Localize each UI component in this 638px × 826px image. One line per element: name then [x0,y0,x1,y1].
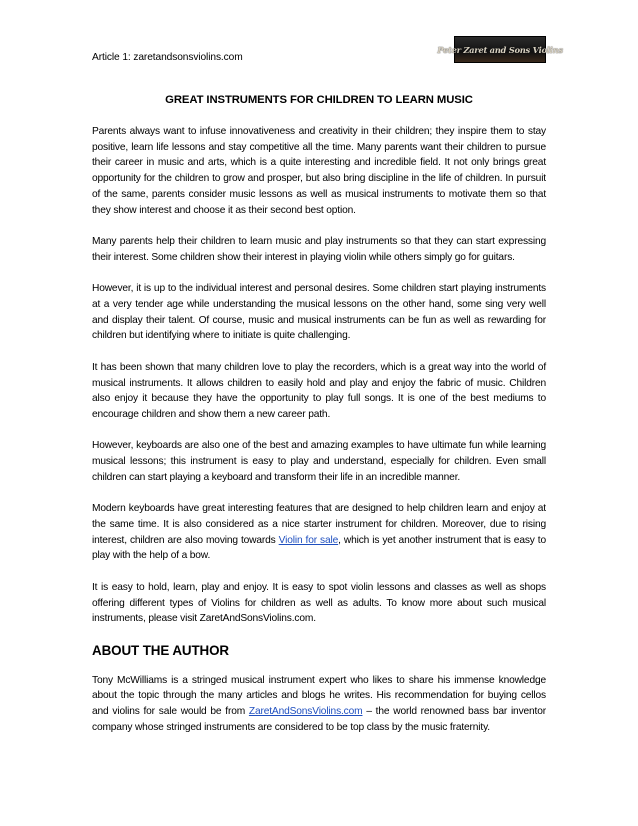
zaret-site-link[interactable]: ZaretAndSonsViolins.com [248,705,363,717]
page-header [92,36,563,68]
paragraph: Many parents help their children to learn music and play instruments so that they can start expressing their interest. Some children show their interest in playing violin while others simply go for guitars. [92,236,546,263]
author-heading: ABOUT THE AUTHOR [92,642,230,658]
paragraph-text: , which is yet another instrument that is easy to play with the help of a bow. [92,534,546,562]
logo-text: Peter Zaret and Sons Violins [437,44,563,55]
paragraph [92,501,546,564]
paragraph: However, keyboards are also one of the best and amazing examples to have ultimate fun while learning musical lessons; this instrument is easy to play and understand, especially for children. Even small children can start playing a keyboard and transform their life in an incredible manner. [92,440,546,483]
paragraph-text: Modern keyboards have great interesting features that are designed to help children learn and enjoy at the same time. It is also considered as a nice starter instrument for children. Moreover, due to rising interest, children are also moving towards [92,503,546,546]
paragraph-text: – the world renowned bass bar inventor company whose stringed instruments are considered to be top class by the music fraternity. [92,705,546,733]
author-bio [92,673,546,736]
article-title: GREAT INSTRUMENTS FOR CHILDREN TO LEARN MUSIC [165,94,473,106]
brand-logo [437,36,563,63]
violin-for-sale-link[interactable]: Violin for sale [278,534,339,546]
article-body [92,124,546,751]
paragraph: It has been shown that many children love to play the recorders, which is a great way into the world of musical instruments. It allows children to easily hold and play and enjoy the fabric of music. Children also enjoy it because they have the opportunity to play full songs. It is one of the best mediums to encourage children and show them a new career path. [92,361,546,420]
paragraph: Parents always want to infuse innovativeness and creativity in their children; they inspire them to stay positive, learn life lessons and stay competitive all the time. Many parents want their children to pursue their career in music and arts, which is a quite interesting and incredible field. It not only brings great opportunity for the children to grow and prosper, but also bring discipline in the life of children. In pursuit of the same, parents consider music lessons as well as musical instruments to motivate them so that they show interest and choose it as their second best option. [92,126,546,216]
article-label: Article 1: zaretandsonsviolins.com [92,52,243,63]
paragraph-text: Tony McWilliams is a stringed musical instrument expert who likes to share his immense knowledge about the topic through the many articles and blogs he writes. His recommendation for buying cellos and violins for sale would be from [92,674,546,717]
paragraph: However, it is up to the individual interest and personal desires. Some children start playing instruments at a very tender age while understanding the musical lessons on the other hand, some sing very well and display their talent. Of course, music and musical instruments can be fun as well as rewarding for children but identifying where to initiate is quite challenging. [92,283,546,342]
paragraph: It is easy to hold, learn, play and enjoy. It is easy to spot violin lessons and classes as well as shops offering different types of Violins for children as well as adults. To know more about such musical instruments, please visit ZaretAndSonsViolins.com. [92,581,546,625]
